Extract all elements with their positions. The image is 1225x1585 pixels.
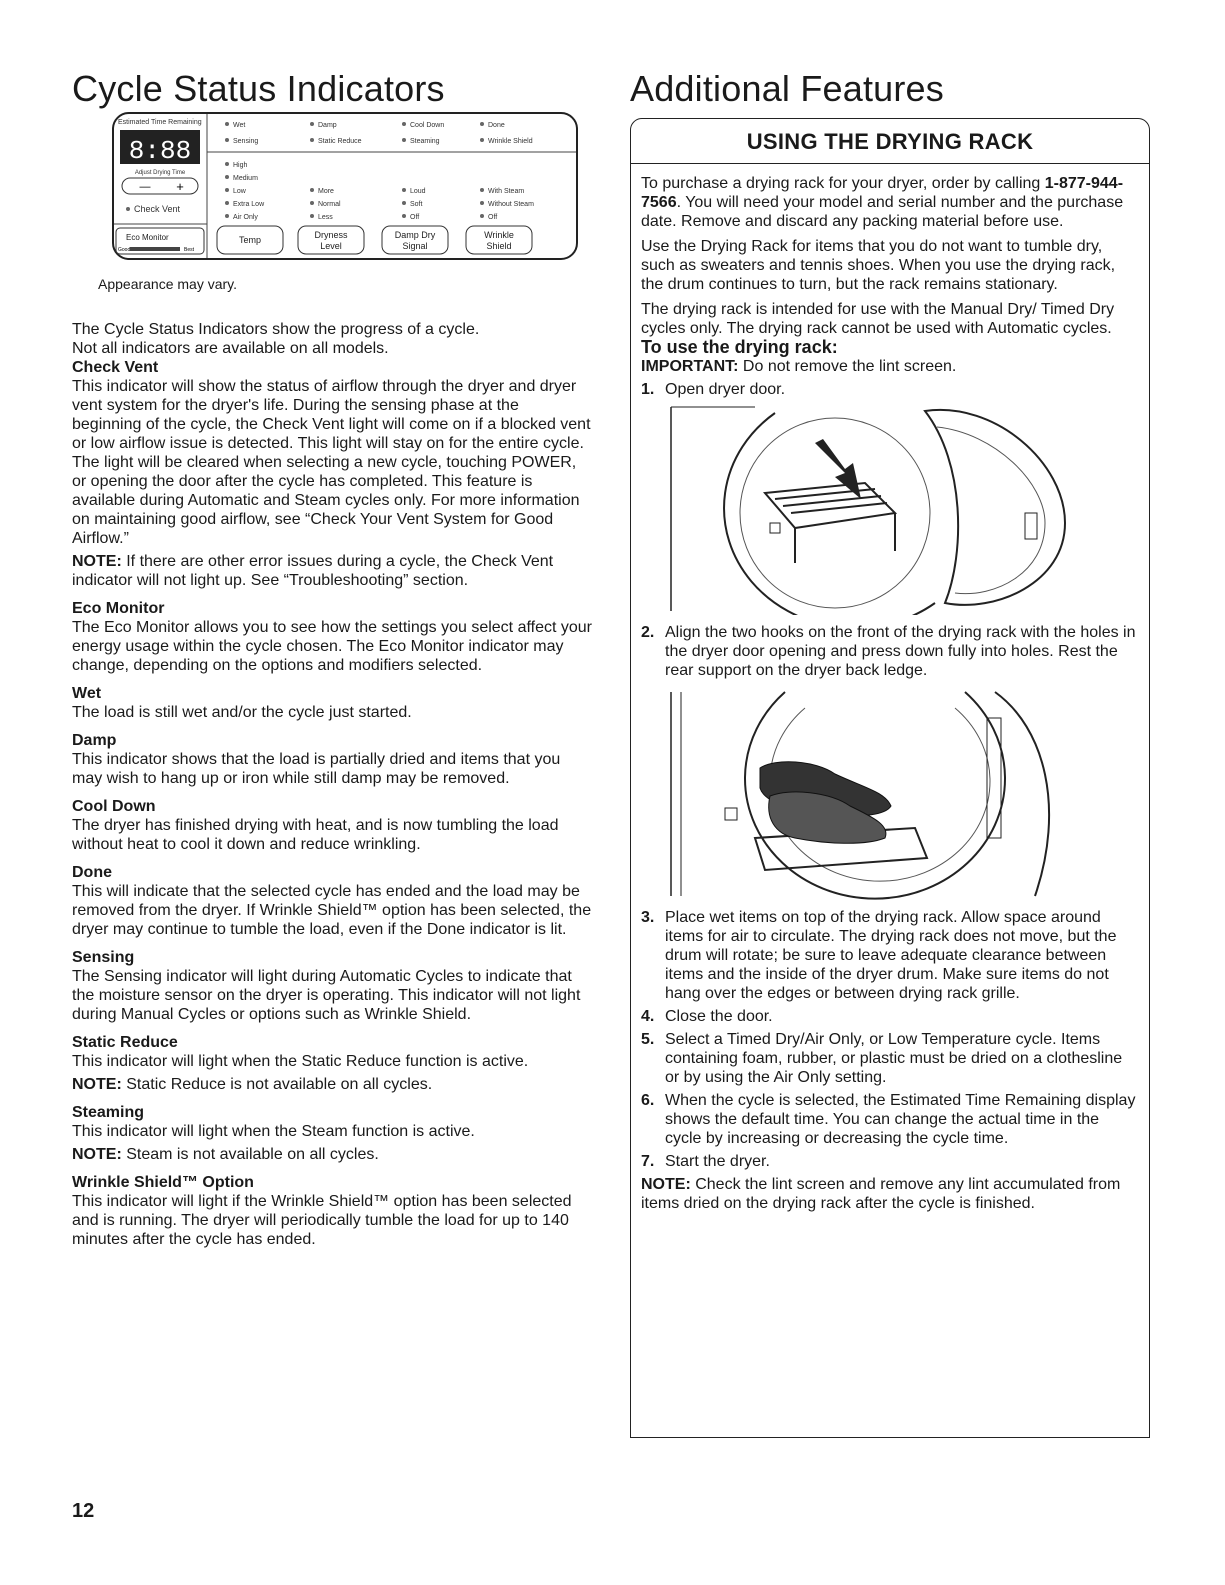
left-body-text xyxy=(72,320,592,1258)
svg-text:Less: Less xyxy=(318,214,333,221)
check-vent-label: Check Vent xyxy=(134,204,181,214)
rack-with-shoes-illustration xyxy=(665,688,1135,900)
control-panel-illustration xyxy=(112,112,578,260)
adjust-time-label: Adjust Drying Time xyxy=(134,170,186,176)
done-text: This will indicate that the selected cycle has ended and the load may be removed from the dryer. If Wrinkle Shield™ option has been selected, the dryer may continue to tumble the load, even if the Done indicator is lit. xyxy=(72,883,592,938)
sensing-text: The Sensing indicator will light during Automatic Cycles to indicate that the moisture sensor on the dryer is operating. This indicator will not light during Manual Cycles or options such as Wrinkle Shield. xyxy=(72,968,581,1023)
step-5: 5. Select a Timed Dry/Air Only, or Low Temperature cycle. Items containing foam, rubber, or plastic must be dried on a clothesline or by using the Air Only setting. xyxy=(641,1031,1123,1086)
sensing-heading: Sensing xyxy=(72,949,135,966)
damp-heading: Damp xyxy=(72,732,117,749)
static-reduce-text: This indicator will light when the Static Reduce function is active. xyxy=(72,1053,529,1070)
use-paragraph: Use the Drying Rack for items that you do not want to tumble dry, such as sweaters and tennis shoes. When you use the drying rack, the drum continues to turn, but the rack remains stationary. xyxy=(641,238,1116,293)
svg-text:Without Steam: Without Steam xyxy=(488,201,534,208)
svg-text:Wrinkle: Wrinkle xyxy=(484,230,514,240)
static-reduce-note: NOTE: Static Reduce is not available on all cycles. xyxy=(72,1076,433,1093)
check-vent-heading: Check Vent xyxy=(72,359,159,376)
svg-text:Off: Off xyxy=(410,214,420,221)
minus-button: — xyxy=(139,181,151,193)
time-display: 8:88 xyxy=(128,136,192,166)
done-heading: Done xyxy=(72,864,112,881)
wrinkle-heading: Wrinkle Shield™ Option xyxy=(72,1174,254,1191)
svg-text:High: High xyxy=(233,162,248,169)
section-static-reduce xyxy=(72,1033,592,1094)
svg-text:Done: Done xyxy=(488,122,505,129)
svg-text:Static Reduce: Static Reduce xyxy=(318,138,362,145)
svg-text:Normal: Normal xyxy=(318,201,341,208)
open-door-illustration xyxy=(665,403,1135,615)
page-title-additional-features: Additional Features xyxy=(630,68,944,109)
svg-text:More: More xyxy=(318,188,334,195)
eco-good-label: Good xyxy=(118,247,131,253)
svg-text:With Steam: With Steam xyxy=(488,188,525,195)
svg-text:Sensing: Sensing xyxy=(233,138,259,145)
eco-monitor-heading: Eco Monitor xyxy=(72,600,165,617)
final-note: NOTE: Check the lint screen and remove any lint accumulated from items dried on the drying rack after the cycle is finished. xyxy=(641,1176,1121,1212)
section-wet xyxy=(72,684,592,722)
svg-text:Low: Low xyxy=(233,188,246,195)
svg-text:Dryness: Dryness xyxy=(314,230,348,240)
svg-text:Damp: Damp xyxy=(318,122,337,129)
step-2: 2. Align the two hooks on the front of the drying rack with the holes in the dryer door opening and press down fully into holes. Rest the rear support on the dryer back ledge. xyxy=(641,624,1136,679)
purchase-paragraph: To purchase a drying rack for your dryer, order by calling 1-877-944-7566. You will need your model and serial number and the purchase date. Remove and discard any packing material before use. xyxy=(641,175,1124,230)
svg-text:Level: Level xyxy=(320,241,342,251)
plus-button: + xyxy=(176,179,184,194)
section-damp xyxy=(72,731,592,788)
section-steaming xyxy=(72,1103,592,1164)
section-wrinkle-shield xyxy=(72,1173,592,1249)
drying-rack-box xyxy=(630,118,1150,1438)
eco-best-label: Best xyxy=(184,247,195,253)
step-6: 6. When the cycle is selected, the Estimated Time Remaining display shows the default time. You can change the actual time in the cycle by increasing or decreasing the cycle time. xyxy=(641,1092,1136,1147)
svg-text:Steaming: Steaming xyxy=(410,138,440,145)
check-vent-note: NOTE: If there are other error issues during a cycle, the Check Vent indicator will not light up. See “Troubleshooting” section. xyxy=(72,553,554,589)
important-note: IMPORTANT: Do not remove the lint screen. xyxy=(641,358,957,375)
eco-monitor-text: The Eco Monitor allows you to see how the settings you select affect your energy usage within the cycle chosen. The Eco Monitor indicator may change, depending on the options and modifiers selected. xyxy=(72,619,592,674)
step-7: 7. Start the dryer. xyxy=(641,1153,770,1170)
section-cool-down xyxy=(72,797,592,854)
page-number: 12 xyxy=(72,1500,95,1522)
steaming-heading: Steaming xyxy=(72,1104,145,1121)
step-1: 1. Open dryer door. xyxy=(641,381,786,398)
svg-text:Damp Dry: Damp Dry xyxy=(394,230,436,240)
section-check-vent xyxy=(72,358,592,590)
section-done xyxy=(72,863,592,939)
svg-text:Wet: Wet xyxy=(233,122,246,129)
panel-caption: Appearance may vary. xyxy=(98,276,238,292)
intro-line-1: The Cycle Status Indicators show the progress of a cycle. xyxy=(72,321,480,338)
svg-text:Soft: Soft xyxy=(410,201,423,208)
damp-text: This indicator shows that the load is partially dried and items that you may wish to hang up or iron while still damp may be removed. xyxy=(72,751,561,787)
steaming-text: This indicator will light when the Steam function is active. xyxy=(72,1123,475,1140)
svg-text:Extra Low: Extra Low xyxy=(233,201,265,208)
svg-text:Air Only: Air Only xyxy=(233,214,258,221)
cool-down-text: The dryer has finished drying with heat, and is now tumbling the load without heat to cool it down and reduce wrinkling. xyxy=(72,817,559,853)
cycles-paragraph: The drying rack is intended for use with the Manual Dry/ Timed Dry cycles only. The drying rack cannot be used with Automatic cycles. xyxy=(641,301,1115,337)
section-sensing xyxy=(72,948,592,1024)
section-eco-monitor xyxy=(72,599,592,675)
drying-rack-title: USING THE DRYING RACK xyxy=(746,129,1034,154)
svg-text:Medium: Medium xyxy=(233,175,258,182)
check-vent-text: This indicator will show the status of airflow through the dryer and dryer vent system for the dryer's life. During the sensing phase at the beginning of the cycle, the Check Vent light will come on if a blocked vent or low airflow issue is detected. This light will stay on for the entire cycle. The light will be cleared when selecting a new cycle, touching POWER, or opening the door after the cycle has completed. This feature is available during Automatic and Steam cycles only. For more information on maintaining good airflow, see “Check Your Vent System for Good Airflow.” xyxy=(72,378,591,547)
svg-text:Cool Down: Cool Down xyxy=(410,122,445,129)
wet-text: The load is still wet and/or the cycle just started. xyxy=(72,704,412,721)
eco-monitor-label: Eco Monitor xyxy=(126,233,169,242)
svg-text:Off: Off xyxy=(488,214,498,221)
page-title-cycle-status: Cycle Status Indicators xyxy=(72,68,445,109)
est-time-label: Estimated Time Remaining xyxy=(118,119,202,126)
step-4: 4. Close the door. xyxy=(641,1008,773,1025)
cool-down-heading: Cool Down xyxy=(72,798,156,815)
svg-text:Loud: Loud xyxy=(410,188,426,195)
svg-text:Signal: Signal xyxy=(402,241,428,251)
use-rack-subheading: To use the drying rack: xyxy=(641,337,838,357)
wrinkle-text: This indicator will light if the Wrinkle Shield™ option has been selected and is running. The dryer will periodically tumble the load for up to 140 minutes after the cycle has ended. xyxy=(72,1193,572,1248)
wet-heading: Wet xyxy=(72,685,102,702)
phone-number: 1-877-944-7566 xyxy=(641,175,1124,211)
steaming-note: NOTE: Steam is not available on all cycles. xyxy=(72,1146,379,1163)
svg-text:Temp: Temp xyxy=(238,235,262,245)
intro-line-2: Not all indicators are available on all models. xyxy=(72,340,389,357)
static-reduce-heading: Static Reduce xyxy=(72,1034,178,1051)
svg-text:Wrinkle Shield: Wrinkle Shield xyxy=(488,138,533,145)
step-3: 3. Place wet items on top of the drying rack. Allow space around items for air to circulate. The drying rack does not move, but the drum will rotate; be sure to leave adequate clearance between items and the inside of the dryer drum. Make sure items do not hang over the edges or between drying rack grille. xyxy=(641,909,1117,1002)
svg-text:Shield: Shield xyxy=(486,241,512,251)
